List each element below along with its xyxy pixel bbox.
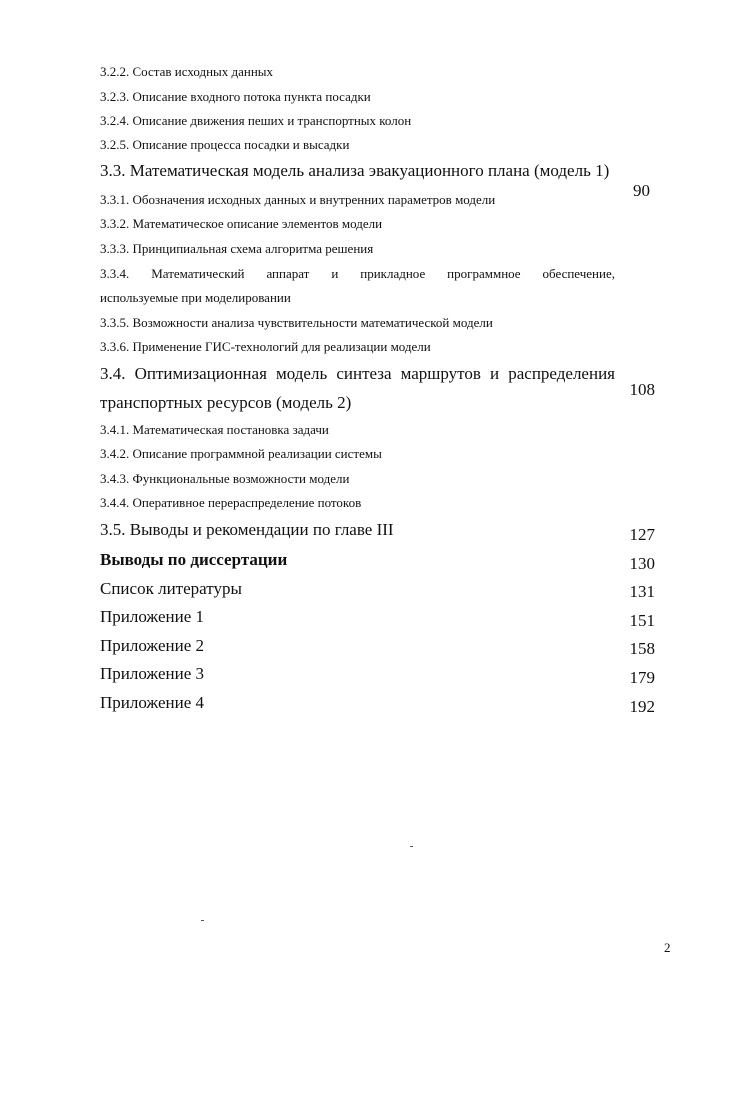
toc-item-3-4-4: 3.4.4. Оперативное перераспределение потоков — [100, 495, 362, 510]
toc-item-3-3-5: 3.3.5. Возможности анализа чувствительности математической модели — [100, 315, 493, 330]
scan-speck — [410, 846, 413, 847]
toc-item-3-2-4: 3.2.4. Описание движения пеших и транспортных колон — [100, 113, 412, 128]
toc-appendix-3-title: Приложение 3 — [100, 664, 204, 683]
toc-conclusions-page: 130 — [629, 554, 655, 573]
scan-speck — [201, 920, 204, 921]
page-number: 2 — [664, 940, 671, 955]
toc-appendix-2-title: Приложение 2 — [100, 636, 204, 655]
toc-literature-title: Список литературы — [100, 579, 242, 598]
toc-literature-page: 131 — [629, 582, 655, 601]
toc-section-3-3-title: 3.3. Математическая модель анализа эвакуационного плана (модель 1) — [100, 161, 610, 180]
toc-section-3-4-page: 108 — [629, 380, 655, 399]
toc-item-3-3-2: 3.3.2. Математическое описание элементов модели — [100, 216, 383, 231]
toc-item-3-2-5: 3.2.5. Описание процесса посадки и высадки — [100, 137, 350, 152]
toc-appendix-1-page: 151 — [629, 611, 655, 630]
toc-item-3-3-3: 3.3.3. Принципиальная схема алгоритма решения — [100, 241, 374, 256]
toc-item-3-4-2: 3.4.2. Описание программной реализации системы — [100, 446, 382, 461]
toc-item-3-3-4-line2: используемые при моделировании — [100, 290, 291, 305]
toc-appendix-1-title: Приложение 1 — [100, 607, 204, 626]
toc-appendix-4-title: Приложение 4 — [100, 693, 204, 712]
toc-appendix-4-page: 192 — [629, 697, 655, 716]
toc-section-3-5-title: 3.5. Выводы и рекомендации по главе III — [100, 520, 394, 539]
toc-item-3-3-1: 3.3.1. Обозначения исходных данных и внутренних параметров модели — [100, 192, 496, 207]
toc-section-3-4-line1: 3.4. Оптимизационная модель синтеза маршрутов и распределения — [100, 364, 615, 383]
toc-item-3-2-2: 3.2.2. Состав исходных данных — [100, 64, 274, 79]
toc-section-3-5-page: 127 — [629, 525, 655, 544]
toc-appendix-3-page: 179 — [629, 668, 655, 687]
toc-appendix-2-page: 158 — [629, 639, 655, 658]
toc-item-3-2-3: 3.2.3. Описание входного потока пункта посадки — [100, 89, 371, 104]
toc-conclusions-title: Выводы по диссертации — [100, 550, 288, 569]
toc-section-3-4-line2: транспортных ресурсов (модель 2) — [100, 393, 352, 412]
toc-item-3-3-6: 3.3.6. Применение ГИС-технологий для реализации модели — [100, 339, 431, 354]
toc-item-3-4-1: 3.4.1. Математическая постановка задачи — [100, 422, 329, 437]
toc-item-3-3-4-line1: 3.3.4. Математический аппарат и прикладное программное обеспечение, — [100, 266, 615, 281]
toc-section-3-3-page: 90 — [633, 181, 650, 200]
toc-item-3-4-3: 3.4.3. Функциональные возможности модели — [100, 471, 350, 486]
